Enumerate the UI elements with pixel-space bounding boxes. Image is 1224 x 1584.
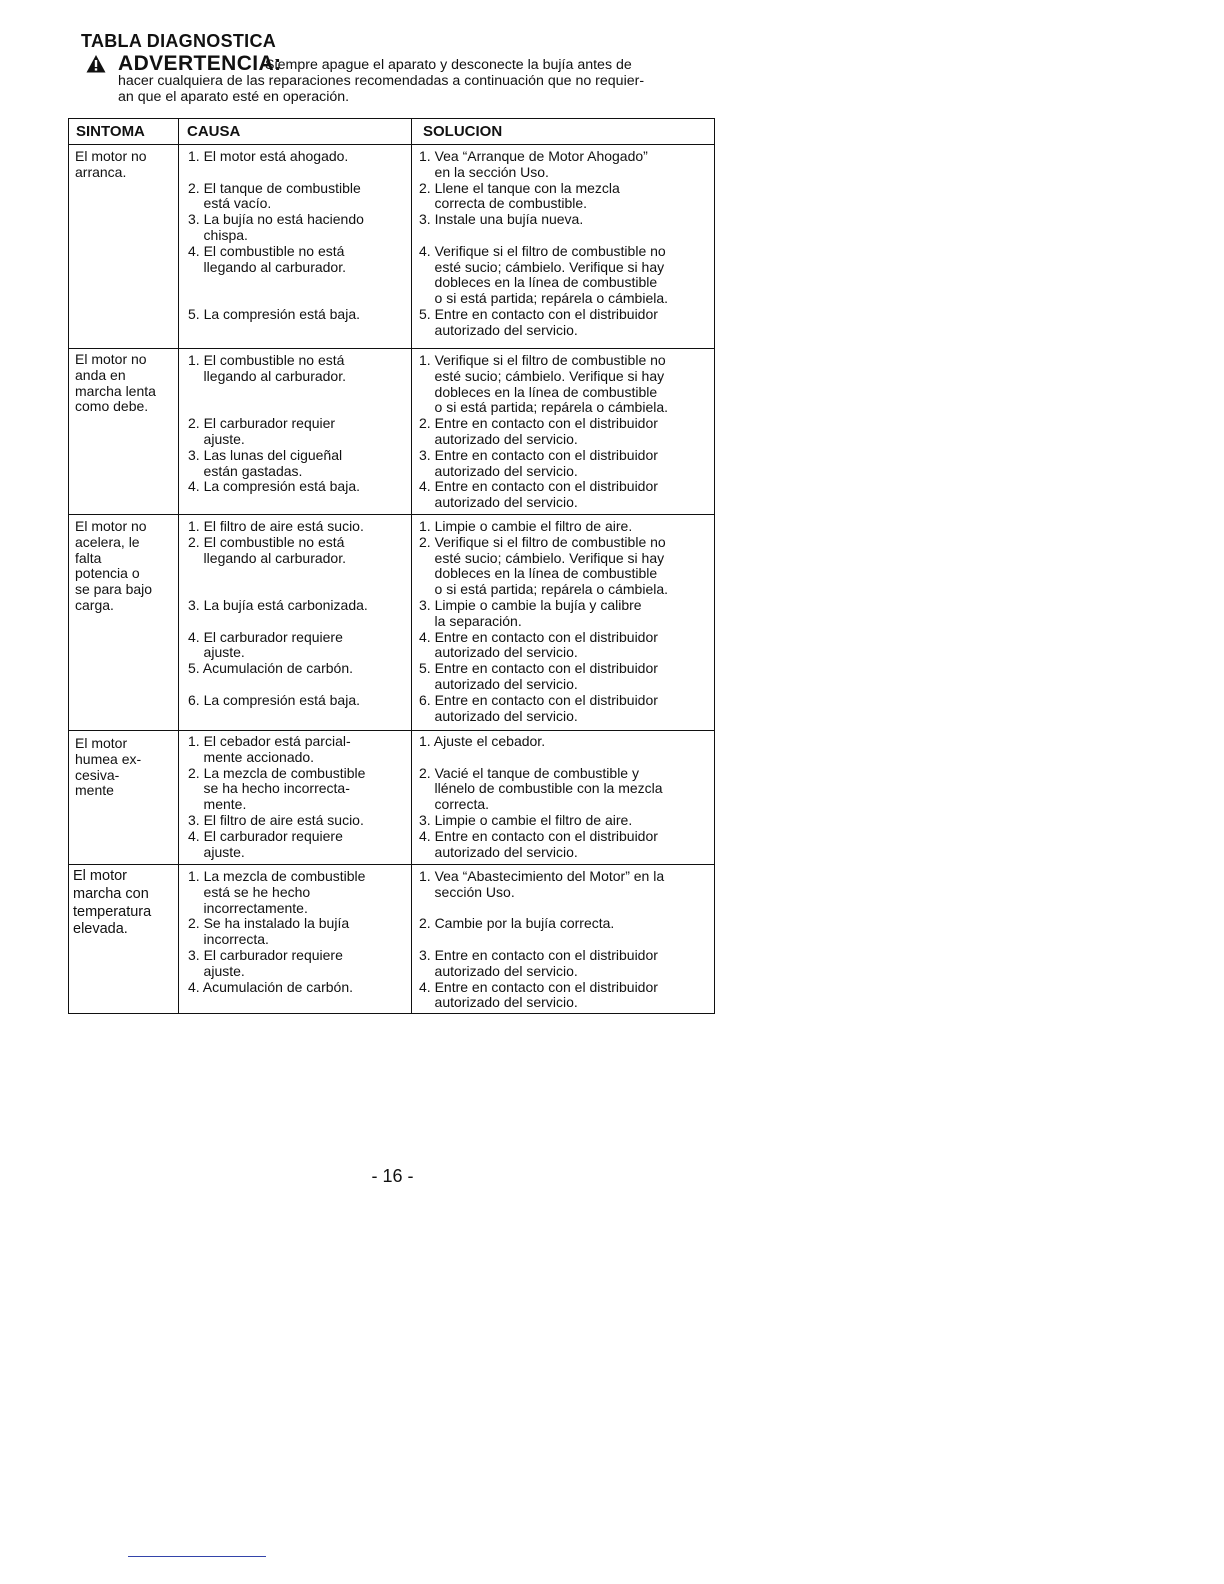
causa-line: 3. El filtro de aire está sucio. (188, 811, 364, 828)
solucion-line: autorizado del servicio. (419, 994, 578, 1011)
causa-line: mente. (188, 796, 247, 813)
solucion-line: 1. Vea “Arranque de Motor Ahogado” (419, 148, 648, 164)
header-causa: CAUSA (187, 123, 241, 140)
solucion-line: o si está partida; repárela o cámbiela. (419, 581, 669, 598)
solucion-line: 4. Entre en contacto con el distribuidor (419, 978, 658, 995)
solucion-cell (419, 734, 663, 860)
solucion-line: 4. Verifique si el filtro de combustible no (419, 242, 666, 259)
causa-line: mente accionado. (188, 748, 315, 765)
solucion-line: autorizado del servicio. (419, 843, 578, 860)
solucion-line: 3. Instale una bujía nueva. (419, 211, 584, 228)
solucion-line: 5. Entre en contacto con el distribuidor (419, 660, 658, 677)
causa-line (188, 385, 360, 401)
solucion-line: autorizado del servicio. (419, 962, 578, 979)
causa-line: llegando al carburador. (188, 367, 346, 384)
sintoma-line: como debe. (75, 398, 149, 415)
causa-cell (188, 353, 360, 495)
solucion-line: dobleces en la línea de combustible (419, 274, 658, 291)
solucion-line: 6. Entre en contacto con el distribuidor (419, 691, 658, 708)
solucion-cell (419, 519, 668, 724)
solucion-line: autorizado del servicio. (419, 430, 578, 447)
page-title: TABLA DIAGNOSTICA (81, 31, 277, 51)
causa-line: chispa. (188, 226, 248, 243)
solucion-line: autorizado del servicio. (419, 494, 578, 511)
solucion-line: 2. Vacié el tanque de combustible y (419, 764, 639, 781)
sintoma-line: El motor no (75, 351, 147, 367)
sintoma-line: acelera, le (75, 533, 140, 550)
warning-line: hacer cualquiera de las reparaciones recomendadas a continuación que no requier- (118, 73, 645, 89)
solucion-line: autorizado del servicio. (419, 462, 578, 479)
header-solucion: SOLUCION (423, 123, 503, 140)
causa-line (188, 400, 360, 416)
solucion-line: esté sucio; cámbielo. Verifique si hay (419, 258, 665, 275)
causa-cell (188, 734, 365, 860)
warning-line: an que el aparato esté en operación. (118, 89, 350, 105)
causa-line: 1. El motor está ahogado. (188, 148, 349, 164)
causa-line: llegando al carburador. (188, 549, 346, 566)
causa-line: 4. El carburador requiere (188, 628, 343, 645)
solucion-line: 1. Verifique si el filtro de combustible no (419, 352, 666, 368)
causa-line: está se he hecho (188, 883, 311, 900)
sintoma-line: potencia o (75, 565, 140, 582)
causa-line: están gastadas. (188, 462, 303, 479)
sintoma-line: temperatura (73, 903, 152, 920)
solucion-line: 3. Entre en contacto con el distribuidor (419, 946, 658, 963)
sintoma-line: mente (75, 782, 114, 799)
causa-line: 2. El carburador requier (188, 415, 336, 432)
solucion-cell (419, 149, 668, 339)
solucion-line: 2. Llene el tanque con la mezcla (419, 179, 620, 196)
solucion-line: 4. Entre en contacto con el distribuidor (419, 628, 658, 645)
sintoma-line: humea ex- (75, 750, 142, 767)
sintoma-line: El motor (75, 735, 128, 751)
sintoma-cell (75, 519, 152, 614)
causa-line: 2. El combustible no está (188, 533, 345, 550)
solucion-line: la separación. (419, 612, 522, 629)
solucion-line: 4. Entre en contacto con el distribuidor (419, 827, 658, 844)
sintoma-line: cesiva- (75, 766, 120, 783)
column-divider (178, 119, 179, 1013)
causa-line: 2. La mezcla de combustible (188, 764, 366, 781)
solucion-line: 3. Entre en contacto con el distribuidor (419, 446, 658, 463)
causa-line: ajuste. (188, 843, 245, 860)
sintoma-line: falta (75, 549, 102, 566)
solucion-line (419, 750, 663, 766)
causa-cell (188, 149, 364, 323)
solucion-line: 2. Cambie por la bujía correcta. (419, 915, 615, 932)
solucion-line: dobleces en la línea de combustible (419, 565, 658, 582)
causa-line: 2. Se ha instalado la bujía (188, 915, 350, 932)
causa-line: 1. El filtro de aire está sucio. (188, 518, 364, 534)
sintoma-line: carga. (75, 596, 114, 613)
sintoma-cell (75, 736, 141, 799)
solucion-line: dobleces en la línea de combustible (419, 383, 658, 400)
row-divider (69, 864, 714, 865)
solucion-line: 1. Limpie o cambie el filtro de aire. (419, 518, 633, 534)
causa-line (188, 582, 368, 598)
header-sintoma: SINTOMA (76, 123, 145, 140)
causa-line: 1. La mezcla de combustible (188, 868, 366, 884)
warning-label: ADVERTENCIA: (118, 52, 282, 75)
causa-line: 3. La bujía no está haciendo (188, 211, 364, 228)
warning-triangle-icon (86, 54, 106, 73)
causa-line: se ha hecho incorrecta- (188, 780, 350, 797)
causa-line: 2. El tanque de combustible (188, 179, 361, 196)
causa-line (188, 566, 368, 582)
sintoma-line: elevada. (73, 921, 128, 938)
solucion-line: sección Uso. (419, 883, 515, 900)
causa-line: 1. El cebador está parcial- (188, 733, 351, 749)
solucion-line: llénelo de combustible con la mezcla (419, 780, 663, 797)
solucion-line: 1. Vea “Abastecimiento del Motor” en la (419, 868, 665, 884)
causa-line: 4. El carburador requiere (188, 827, 343, 844)
solucion-cell (419, 869, 664, 1011)
causa-line: incorrecta. (188, 931, 269, 948)
sintoma-line: arranca. (75, 163, 127, 180)
causa-line (188, 291, 364, 307)
solucion-line: esté sucio; cámbielo. Verifique si hay (419, 367, 665, 384)
solucion-line: o si está partida; repárela o cámbiela. (419, 290, 669, 307)
causa-line: 3. Las lunas del cigueñal (188, 446, 343, 463)
causa-line (188, 275, 364, 291)
causa-line: 4. El combustible no está (188, 242, 345, 259)
solucion-line: 2. Entre en contacto con el distribuidor (419, 415, 658, 432)
sintoma-line: El motor (73, 868, 127, 884)
causa-line: 3. La bujía está carbonizada. (188, 596, 368, 613)
solucion-line: autorizado del servicio. (419, 644, 578, 661)
solucion-line: 3. Limpie o cambie la bujía y calibre (419, 596, 642, 613)
causa-line: 1. El combustible no está (188, 352, 345, 368)
footer-rule (128, 1556, 266, 1557)
row-divider (69, 144, 714, 145)
causa-cell (188, 519, 368, 709)
sintoma-cell (75, 352, 156, 415)
solucion-line: autorizado del servicio. (419, 707, 578, 724)
solucion-line (419, 901, 664, 917)
solucion-line: 3. Limpie o cambie el filtro de aire. (419, 811, 633, 828)
warning-text (118, 57, 718, 105)
causa-line: 4. La compresión está baja. (188, 478, 360, 495)
solucion-line: 5. Entre en contacto con el distribuidor (419, 305, 658, 322)
warning-line: Siempre apague el aparato y desconecte la bujía antes de (265, 57, 632, 73)
solucion-line: esté sucio; cámbielo. Verifique si hay (419, 549, 665, 566)
row-divider (69, 514, 714, 515)
causa-line: 4. Acumulación de carbón. (188, 978, 353, 995)
solucion-cell (419, 353, 668, 511)
row-divider (69, 730, 714, 731)
sintoma-line: se para bajo (75, 581, 153, 598)
sintoma-line: marcha lenta (75, 382, 156, 399)
sintoma-cell (75, 149, 147, 181)
solucion-line: 2. Verifique si el filtro de combustible no (419, 533, 666, 550)
solucion-line (419, 228, 668, 244)
causa-line: 3. El carburador requiere (188, 946, 343, 963)
causa-line (188, 677, 368, 693)
column-divider (411, 119, 412, 1013)
causa-line: 6. La compresión está baja. (188, 691, 360, 708)
solucion-line (419, 932, 664, 948)
diagnostic-table (68, 118, 715, 1014)
sintoma-cell (73, 868, 151, 939)
sintoma-line: El motor no (75, 148, 147, 164)
solucion-line: correcta. (419, 796, 490, 813)
solucion-line: en la sección Uso. (419, 163, 549, 180)
causa-line: 5. La compresión está baja. (188, 305, 360, 322)
solucion-line: o si está partida; repárela o cámbiela. (419, 399, 669, 416)
causa-line: está vacío. (188, 195, 272, 212)
causa-line (188, 614, 368, 630)
solucion-line: correcta de combustible. (419, 195, 588, 212)
sintoma-line: anda en (75, 366, 126, 383)
causa-line: llegando al carburador. (188, 258, 346, 275)
page-number: - 16 - (371, 1166, 414, 1186)
solucion-line: 1. Ajuste el cebador. (419, 733, 546, 749)
sintoma-line: marcha con (73, 885, 149, 902)
causa-line: ajuste. (188, 962, 245, 979)
solucion-line: autorizado del servicio. (419, 321, 578, 338)
causa-cell (188, 869, 365, 995)
causa-line: ajuste. (188, 430, 245, 447)
sintoma-line: El motor no (75, 518, 147, 534)
causa-line (188, 165, 364, 181)
row-divider (69, 348, 714, 349)
causa-line: 5. Acumulación de carbón. (188, 660, 353, 677)
causa-line: ajuste. (188, 644, 245, 661)
solucion-line: autorizado del servicio. (419, 675, 578, 692)
causa-line: incorrectamente. (188, 899, 308, 916)
solucion-line: 4. Entre en contacto con el distribuidor (419, 478, 658, 495)
